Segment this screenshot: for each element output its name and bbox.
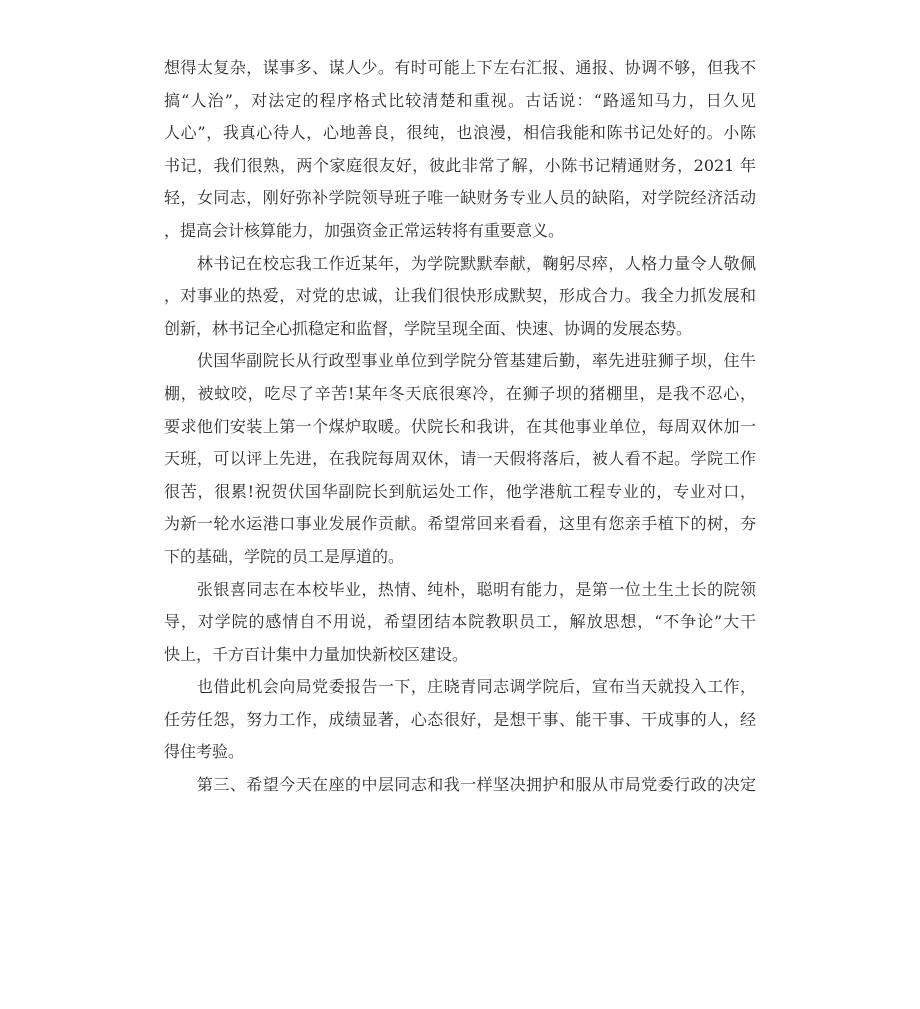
text-line: 很苦，很累!祝贺伏国华副院长到航运处工作，他学港航工程专业的，专业对口，	[164, 481, 756, 501]
text-line: 也借此机会向局党委报告一下，庄晓青同志调学院后，宣布当天就投入工作，	[164, 677, 756, 697]
text-line: 创新，林书记全心抓稳定和监督，学院呈现全面、快速、协调的发展态势。	[164, 318, 693, 338]
text-line: ，对事业的热爱，对党的忠诚，让我们很快形成默契，形成合力。我全力抓发展和	[164, 286, 756, 306]
text-line: 搞“人治”，对法定的程序格式比较清楚和重视。古话说：“路遥知马力，日久见	[164, 90, 756, 110]
text-line: 林书记在校忘我工作近某年，为学院默默奉献，鞠躬尽瘁，人格力量令人敬佩	[164, 253, 756, 273]
text-line: 为新一轮水运港口事业发展作贡献。希望常回来看看，这里有您亲手植下的树，夯	[164, 514, 756, 534]
text-line: 张银喜同志在本校毕业，热情、纯朴，聪明有能力，是第一位土生土长的院领	[164, 579, 756, 599]
document-body-text	[164, 52, 756, 802]
text-line: 棚，被蚊咬，吃尽了辛苦!某年冬天底很寒冷，在狮子坝的猪棚里，是我不忍心，	[164, 383, 756, 403]
text-line: 书记，我们很熟，两个家庭很友好，彼此非常了解，小陈书记精通财务，2021 年	[164, 155, 756, 175]
text-line: 伏国华副院长从行政型事业单位到学院分管基建后勤，率先进驻狮子坝，住牛	[164, 351, 756, 371]
text-line: 想得太复杂，谋事多、谋人少。有时可能上下左右汇报、通报、协调不够，但我不	[164, 58, 756, 77]
text-line: 快上，千方百计集中力量加快新校区建设。	[164, 644, 469, 664]
text-line: 导，对学院的感情自不用说，希望团结本院教职员工，解放思想，“不争论”大干	[164, 612, 756, 632]
text-line: 要求他们安装上第一个煤炉取暖。伏院长和我讲，在其他事业单位，每周双休加一	[164, 416, 756, 436]
text-line: 人心”，我真心待人，心地善良，很纯，也浪漫，相信我能和陈书记处好的。小陈	[164, 123, 756, 143]
text-line: 任劳任怨，努力工作，成绩显著，心态很好，是想干事、能干事、干成事的人，经	[164, 709, 756, 729]
text-line: 第三、希望今天在座的中层同志和我一样坚决拥护和服从市局党委行政的决定	[164, 775, 756, 795]
text-line: ，提高会计核算能力，加强资金正常运转将有重要意义。	[164, 220, 565, 240]
text-line: 下的基础，学院的员工是厚道的。	[164, 546, 405, 566]
text-line: 得住考验。	[164, 742, 245, 762]
text-line: 天班，可以评上先进，在我院每周双休，请一天假将落后，被人看不起。学院工作	[164, 449, 756, 469]
text-line: 轻，女同志，刚好弥补学院领导班子唯一缺财务专业人员的缺陷，对学院经济活动	[164, 188, 756, 208]
